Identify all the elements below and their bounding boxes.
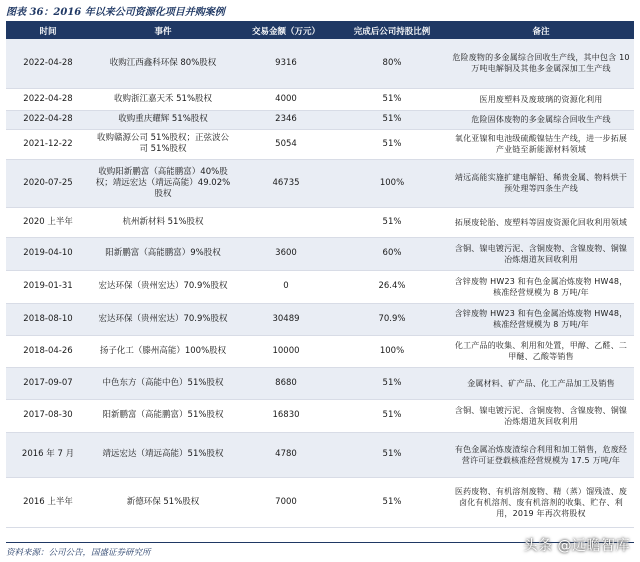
cell-note: 金属材料、矿产品、化工产品加工及销售 <box>448 367 634 399</box>
cell-date: 2020 上半年 <box>6 207 90 237</box>
table-row <box>6 477 634 527</box>
header-date: 时间 <box>6 22 90 39</box>
table-row <box>6 159 634 207</box>
cell-amount: 10000 <box>236 335 336 367</box>
acquisition-table <box>6 22 634 528</box>
cell-ratio: 51% <box>336 207 448 237</box>
figure-title: 图表 36：2016 年以来公司资源化项目并购案例 <box>6 7 225 18</box>
cell-ratio: 60% <box>336 237 448 270</box>
cell-note: 含铜、镍电镀污泥、含铜废物、含镍废物、铜镍冶炼烟道灰回收利用 <box>448 399 634 432</box>
cell-date: 2018-04-26 <box>6 335 90 367</box>
table-row <box>6 39 634 88</box>
table-row <box>6 303 634 335</box>
cell-note: 氧化亚镍和电池级硫酸镍钴生产线，进一步拓展产业链至新能源材料领域 <box>448 129 634 159</box>
cell-ratio: 51% <box>336 367 448 399</box>
cell-ratio: 100% <box>336 335 448 367</box>
table-row <box>6 207 634 237</box>
cell-note: 含锌废物 HW23 和有色金属冶炼废物 HW48，核准经营规模为 8 万吨/年 <box>448 270 634 303</box>
cell-date: 2016 上半年 <box>6 477 90 527</box>
cell-date: 2019-04-10 <box>6 237 90 270</box>
cell-event: 收购重庆耀辉 51%股权 <box>90 110 236 129</box>
table-row <box>6 432 634 477</box>
cell-note: 危险固体废物的多金属综合回收生产线 <box>448 110 634 129</box>
cell-note: 危险废物的多金属综合回收生产线，其中包含 10 万吨电解铜及其他多金属深加工生产线 <box>448 39 634 88</box>
header-event: 事件 <box>90 22 236 39</box>
cell-date: 2022-04-28 <box>6 110 90 129</box>
cell-date: 2019-01-31 <box>6 270 90 303</box>
cell-ratio: 80% <box>336 39 448 88</box>
cell-amount: 2346 <box>236 110 336 129</box>
table-row <box>6 237 634 270</box>
source-note: 资料来源：公司公告，国盛证券研究所 <box>6 548 151 558</box>
table-row <box>6 399 634 432</box>
cell-ratio: 70.9% <box>336 303 448 335</box>
cell-date: 2022-04-28 <box>6 39 90 88</box>
cell-event: 扬子化工（滕州高能）100%股权 <box>90 335 236 367</box>
cell-event: 新德环保 51%股权 <box>90 477 236 527</box>
table-row <box>6 335 634 367</box>
table-row <box>6 270 634 303</box>
header-note: 备注 <box>448 22 634 39</box>
cell-event: 宏达环保（贵州宏达）70.9%股权 <box>90 303 236 335</box>
cell-date: 2021-12-22 <box>6 129 90 159</box>
watermark-text: 头条 @远瞻智库 <box>523 538 630 554</box>
cell-note: 医药废物、有机溶剂废物、精（蒸）馏残渣、废卤化有机溶剂、废有机溶剂的收集、贮存、利用，2019 年再次将股权 <box>448 477 634 527</box>
cell-note: 拓展废轮胎、废塑料等固废资源化回收利用领域 <box>448 207 634 237</box>
cell-event: 收购江西鑫科环保 80%股权 <box>90 39 236 88</box>
cell-note: 有色金属冶炼废渣综合利用和加工销售，危废经营许可证登载核准经营规模为 17.5 万吨/年 <box>448 432 634 477</box>
cell-date: 2020-07-25 <box>6 159 90 207</box>
cell-date: 2022-04-28 <box>6 88 90 110</box>
cell-amount: 7000 <box>236 477 336 527</box>
cell-date: 2017-09-07 <box>6 367 90 399</box>
cell-amount: 30489 <box>236 303 336 335</box>
cell-event: 阳新鹏富（高能鹏富）9%股权 <box>90 237 236 270</box>
cell-amount: 0 <box>236 270 336 303</box>
cell-amount: 5054 <box>236 129 336 159</box>
cell-ratio: 26.4% <box>336 270 448 303</box>
table-row <box>6 110 634 129</box>
cell-amount: 9316 <box>236 39 336 88</box>
cell-ratio: 51% <box>336 399 448 432</box>
cell-date: 2018-08-10 <box>6 303 90 335</box>
header-ratio: 完成后公司持股比例 <box>336 22 448 39</box>
cell-event: 宏达环保（贵州宏达）70.9%股权 <box>90 270 236 303</box>
table-row <box>6 88 634 110</box>
cell-event: 靖远宏达（靖远高能）51%股权 <box>90 432 236 477</box>
cell-event: 收购阳新鹏富（高能鹏富）40%股权；靖远宏达（靖远高能）49.02%股权 <box>90 159 236 207</box>
cell-amount: 3600 <box>236 237 336 270</box>
cell-amount: 16830 <box>236 399 336 432</box>
cell-ratio: 51% <box>336 129 448 159</box>
cell-date: 2016 年 7 月 <box>6 432 90 477</box>
table-row <box>6 129 634 159</box>
table-header-row <box>6 22 634 39</box>
cell-event: 杭州新材料 51%股权 <box>90 207 236 237</box>
cell-note: 化工产品的收集、利用和处置，甲醇、乙醛、二甲醚、乙酸等销售 <box>448 335 634 367</box>
cell-event: 收购浙江嘉天禾 51%股权 <box>90 88 236 110</box>
cell-amount: 4000 <box>236 88 336 110</box>
cell-note: 医用废塑料及废玻璃的资源化利用 <box>448 88 634 110</box>
cell-ratio: 51% <box>336 110 448 129</box>
cell-ratio: 51% <box>336 477 448 527</box>
cell-amount: 4780 <box>236 432 336 477</box>
table-row <box>6 367 634 399</box>
cell-event: 阳新鹏富（高能鹏富）51%股权 <box>90 399 236 432</box>
cell-amount: 46735 <box>236 159 336 207</box>
cell-ratio: 100% <box>336 159 448 207</box>
cell-event: 收购赣源公司 51%股权；正弦波公司 51%股权 <box>90 129 236 159</box>
cell-ratio: 51% <box>336 88 448 110</box>
cell-event: 中色东方（高能中色）51%股权 <box>90 367 236 399</box>
cell-amount: 8680 <box>236 367 336 399</box>
cell-note: 含铜、镍电镀污泥、含铜废物、含镍废物、铜镍冶炼烟道灰回收利用 <box>448 237 634 270</box>
cell-date: 2017-08-30 <box>6 399 90 432</box>
cell-note: 靖远高能实施扩建电解铅、稀贵金属、物料烘干预处理等四条生产线 <box>448 159 634 207</box>
cell-ratio: 51% <box>336 432 448 477</box>
header-amount: 交易金额（万元） <box>236 22 336 39</box>
cell-amount <box>236 207 336 237</box>
cell-note: 含锌废物 HW23 和有色金属冶炼废物 HW48，核准经营规模为 8 万吨/年 <box>448 303 634 335</box>
